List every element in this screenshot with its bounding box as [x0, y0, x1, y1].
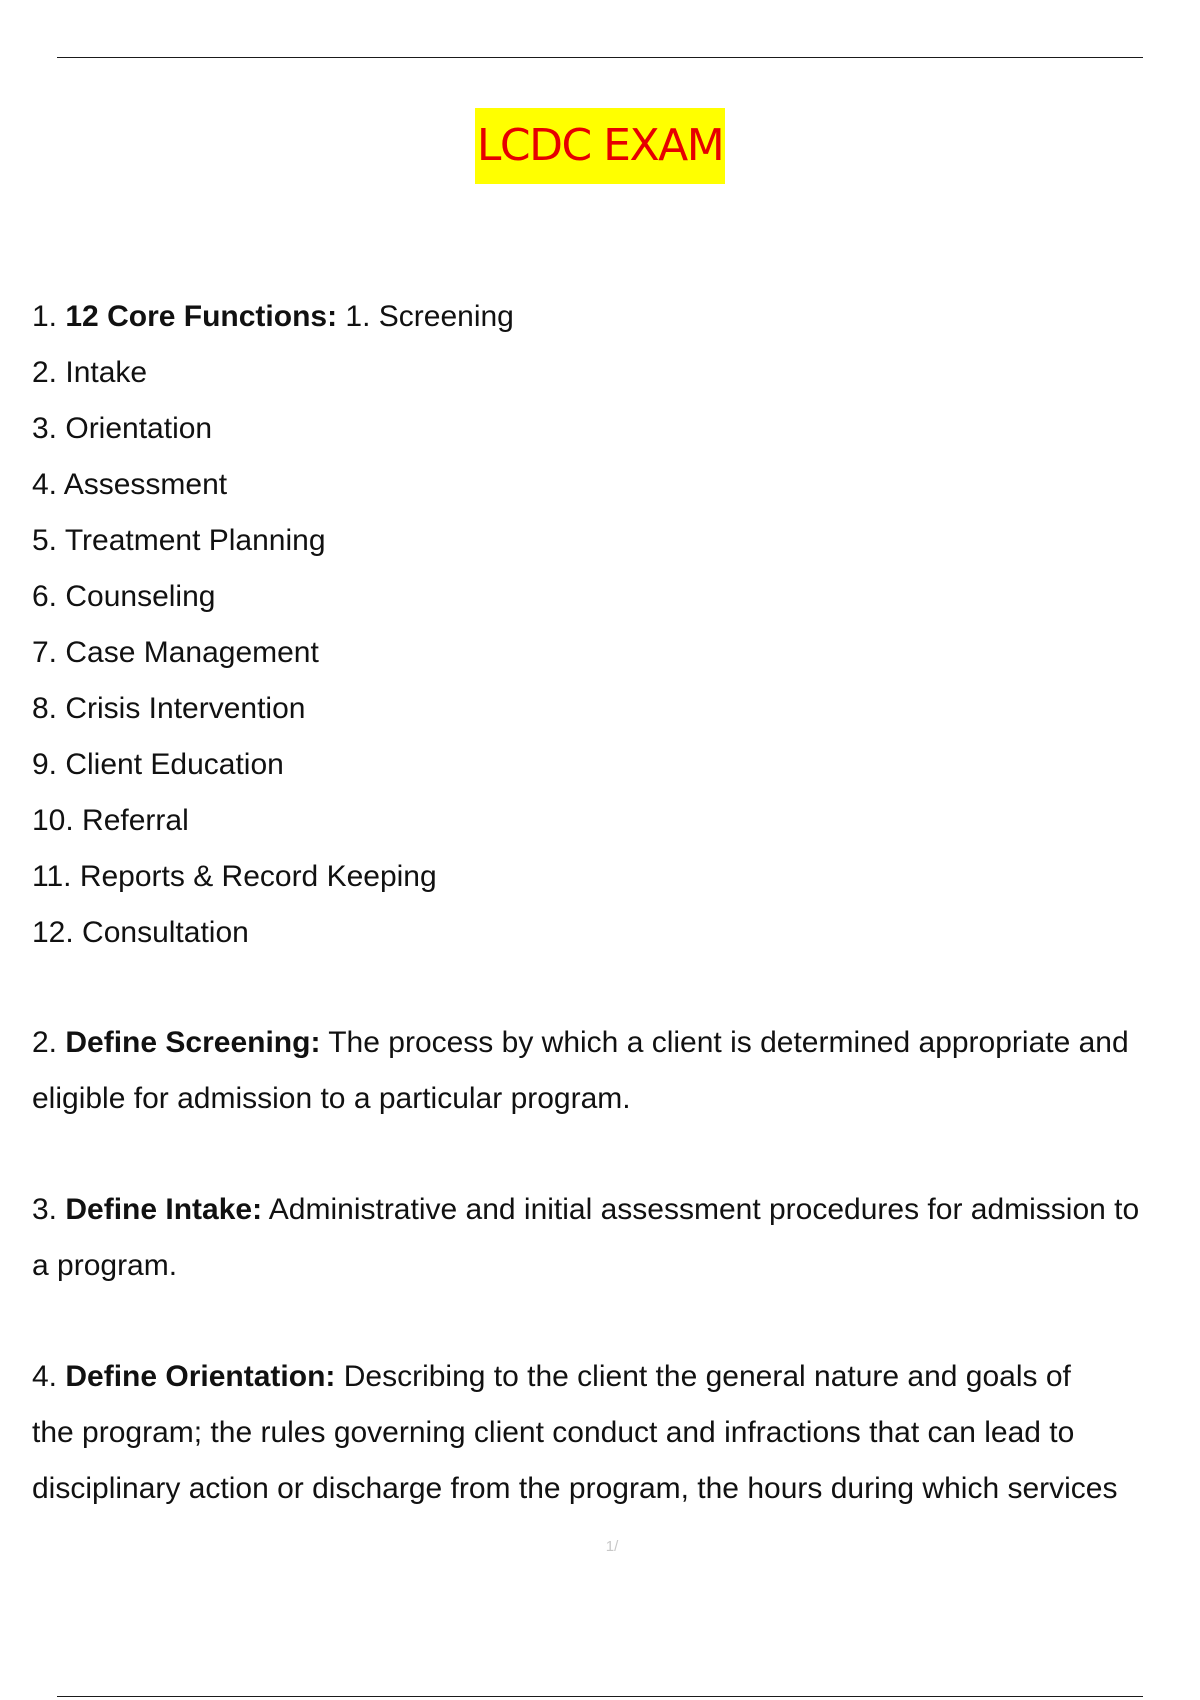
list-item: 2. Intake: [32, 356, 148, 389]
question-answer-text: The process by which a client is determined appropriate and: [328, 1026, 1129, 1059]
question-number: 2.: [32, 1026, 58, 1059]
spacer: [32, 1294, 1200, 1349]
spacer: [32, 961, 1200, 1015]
question-answer-text: 1. Screening: [345, 300, 514, 333]
list-item: 10. Referral: [32, 804, 189, 837]
question-number: 3.: [32, 1193, 58, 1226]
title-container: [0, 108, 1200, 184]
question-answer-text: Administrative and initial assessment procedures for admission to: [268, 1193, 1140, 1226]
question-term: Define Intake:: [65, 1193, 263, 1226]
list-item: 4. Assessment: [32, 468, 228, 501]
question-4-line-1: [32, 1349, 1200, 1405]
document-body: [32, 289, 1200, 1517]
list-item: 6. Counseling: [32, 580, 216, 613]
question-term: Define Screening:: [65, 1026, 321, 1059]
list-item: 11. Reports & Record Keeping: [32, 860, 437, 893]
spacer: [32, 1127, 1200, 1182]
question-4-line-3: disciplinary action or discharge from the program, the hours during which services: [32, 1472, 1118, 1505]
question-4-line-2: the program; the rules governing client conduct and infractions that can lead to: [32, 1416, 1075, 1449]
question-term: Define Orientation:: [65, 1360, 336, 1393]
list-item: 8. Crisis Intervention: [32, 692, 306, 725]
question-term: 12 Core Functions:: [65, 300, 338, 333]
question-2-line-1: [32, 1015, 1200, 1071]
list-item: 5. Treatment Planning: [32, 524, 326, 557]
bottom-rule: [57, 1696, 1143, 1697]
page-number: 1/: [605, 1538, 619, 1555]
question-3-line-2: a program.: [32, 1249, 178, 1282]
list-item: 7. Case Management: [32, 636, 319, 669]
list-item: 12. Consultation: [32, 916, 249, 949]
question-number: 1.: [32, 300, 58, 333]
top-rule: [57, 57, 1143, 58]
page-title: LCDC EXAM: [475, 108, 725, 184]
question-number: 4.: [32, 1360, 58, 1393]
question-1-heading: [32, 289, 1200, 345]
question-3-line-1: [32, 1182, 1200, 1238]
list-item: 3. Orientation: [32, 412, 213, 445]
question-2-line-2: eligible for admission to a particular program.: [32, 1082, 631, 1115]
question-answer-text: Describing to the client the general nature and goals of: [343, 1360, 1071, 1393]
list-item: 9. Client Education: [32, 748, 284, 781]
